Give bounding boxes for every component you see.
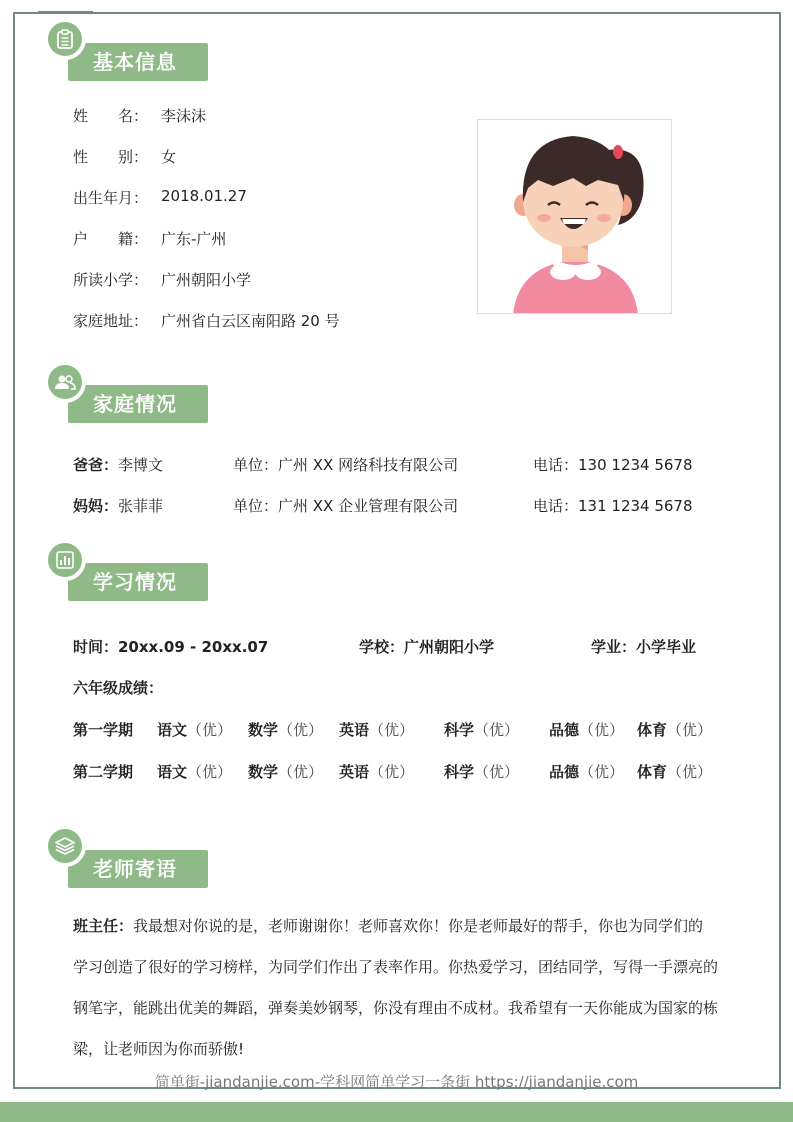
section-teacher-header: 老师寄语 (68, 850, 208, 888)
basic-label: 户 籍： (73, 230, 149, 248)
basic-value: 女 (161, 148, 177, 166)
subject-name: 数学 (248, 763, 279, 781)
family-phone: 电话：131 1234 5678 (533, 497, 693, 515)
grade-value: （优） (278, 763, 324, 781)
subject-name: 英语 (339, 763, 370, 781)
subject-grade (157, 719, 232, 740)
bottom-band (0, 1102, 793, 1122)
family-phone: 电话：130 1234 5678 (533, 456, 693, 474)
users-icon (44, 361, 86, 403)
layers-icon (44, 825, 86, 867)
basic-value: 广州省白云区南阳路 20 号 (161, 312, 340, 330)
grade-value: （优） (278, 721, 324, 739)
family-name: 张菲菲 (118, 497, 164, 515)
grade-value: （优） (579, 763, 625, 781)
clipboard-icon (44, 18, 86, 60)
grade-value: （优） (187, 721, 233, 739)
chart-icon (44, 539, 86, 581)
basic-label: 所读小学： (73, 271, 149, 289)
family-row (73, 454, 163, 475)
subject-grade (637, 719, 712, 740)
subject-name: 品德 (549, 763, 580, 781)
term-label: 第二学期 (73, 763, 134, 781)
grade-value: （优） (667, 721, 713, 739)
family-name: 李博文 (118, 456, 164, 474)
subject-grade (339, 719, 414, 740)
basic-value: 2018.01.27 (161, 187, 247, 205)
subject-name: 语文 (157, 763, 188, 781)
grade-value: （优） (474, 721, 520, 739)
subject-name: 科学 (444, 721, 475, 739)
grades-title: 六年级成绩： (73, 679, 164, 697)
subject-name: 科学 (444, 763, 475, 781)
subject-grade (444, 719, 519, 740)
subject-name: 品德 (549, 721, 580, 739)
grade-value: （优） (667, 763, 713, 781)
section-study-header: 学习情况 (68, 563, 208, 601)
study-school: 学校：广州朝阳小学 (359, 638, 495, 656)
family-row (73, 495, 163, 516)
teacher-role: 班主任： (73, 917, 134, 935)
subject-name: 体育 (637, 763, 668, 781)
subject-grade (549, 761, 624, 782)
basic-value: 广东-广州 (161, 230, 227, 248)
grade-value: （优） (474, 763, 520, 781)
subject-name: 语文 (157, 721, 188, 739)
basic-label: 出生年月： (73, 189, 149, 207)
subject-grade (157, 761, 232, 782)
family-unit: 单位：广州 XX 企业管理有限公司 (233, 497, 459, 515)
section-family-header: 家庭情况 (68, 385, 208, 423)
grade-value: （优） (579, 721, 625, 739)
subject-grade (549, 719, 624, 740)
grade-value: （优） (369, 763, 415, 781)
grade-value: （优） (369, 721, 415, 739)
basic-label: 姓 名： (73, 107, 149, 125)
subject-name: 英语 (339, 721, 370, 739)
family-unit: 单位：广州 XX 网络科技有限公司 (233, 456, 459, 474)
subject-name: 数学 (248, 721, 279, 739)
subject-grade (637, 761, 712, 782)
basic-label: 家庭地址： (73, 312, 149, 330)
teacher-text: 我最想对你说的是，老师谢谢你！老师喜欢你！你是老师最好的帮手，你也为同学们的学习创造了很好的学习榜样，为同学们作出了表率作用。你热爱学习，团结同学，写得一手漂亮的钢笔字，能跳出优美的舞蹈，弹奏美妙钢琴，你没有理由不成材。我希望有一天你能成为国家的栋梁，让老师因为你而骄傲! (73, 917, 719, 1058)
basic-value: 李沫沫 (161, 107, 207, 125)
study-degree: 学业：小学毕业 (591, 638, 697, 656)
subject-name: 体育 (637, 721, 668, 739)
profile-photo (477, 119, 672, 314)
subject-grade (444, 761, 519, 782)
teacher-comment (73, 906, 718, 1070)
subject-grade (339, 761, 414, 782)
grade-value: （优） (187, 763, 233, 781)
study-time: 时间：20xx.09 - 20xx.07 (73, 638, 269, 656)
basic-label: 性 别： (73, 148, 149, 166)
basic-value: 广州朝阳小学 (161, 271, 252, 289)
family-role: 妈妈： (73, 497, 119, 515)
footer-watermark: 简单街-jiandanjie.com-学科网简单学习一条街 https://jiandanjie.com (154, 1073, 639, 1091)
subject-grade (248, 761, 323, 782)
subject-grade (248, 719, 323, 740)
family-role: 爸爸： (73, 456, 119, 474)
section-basic-header: 基本信息 (68, 43, 208, 81)
frame-accent (38, 11, 93, 14)
term-label: 第一学期 (73, 721, 134, 739)
